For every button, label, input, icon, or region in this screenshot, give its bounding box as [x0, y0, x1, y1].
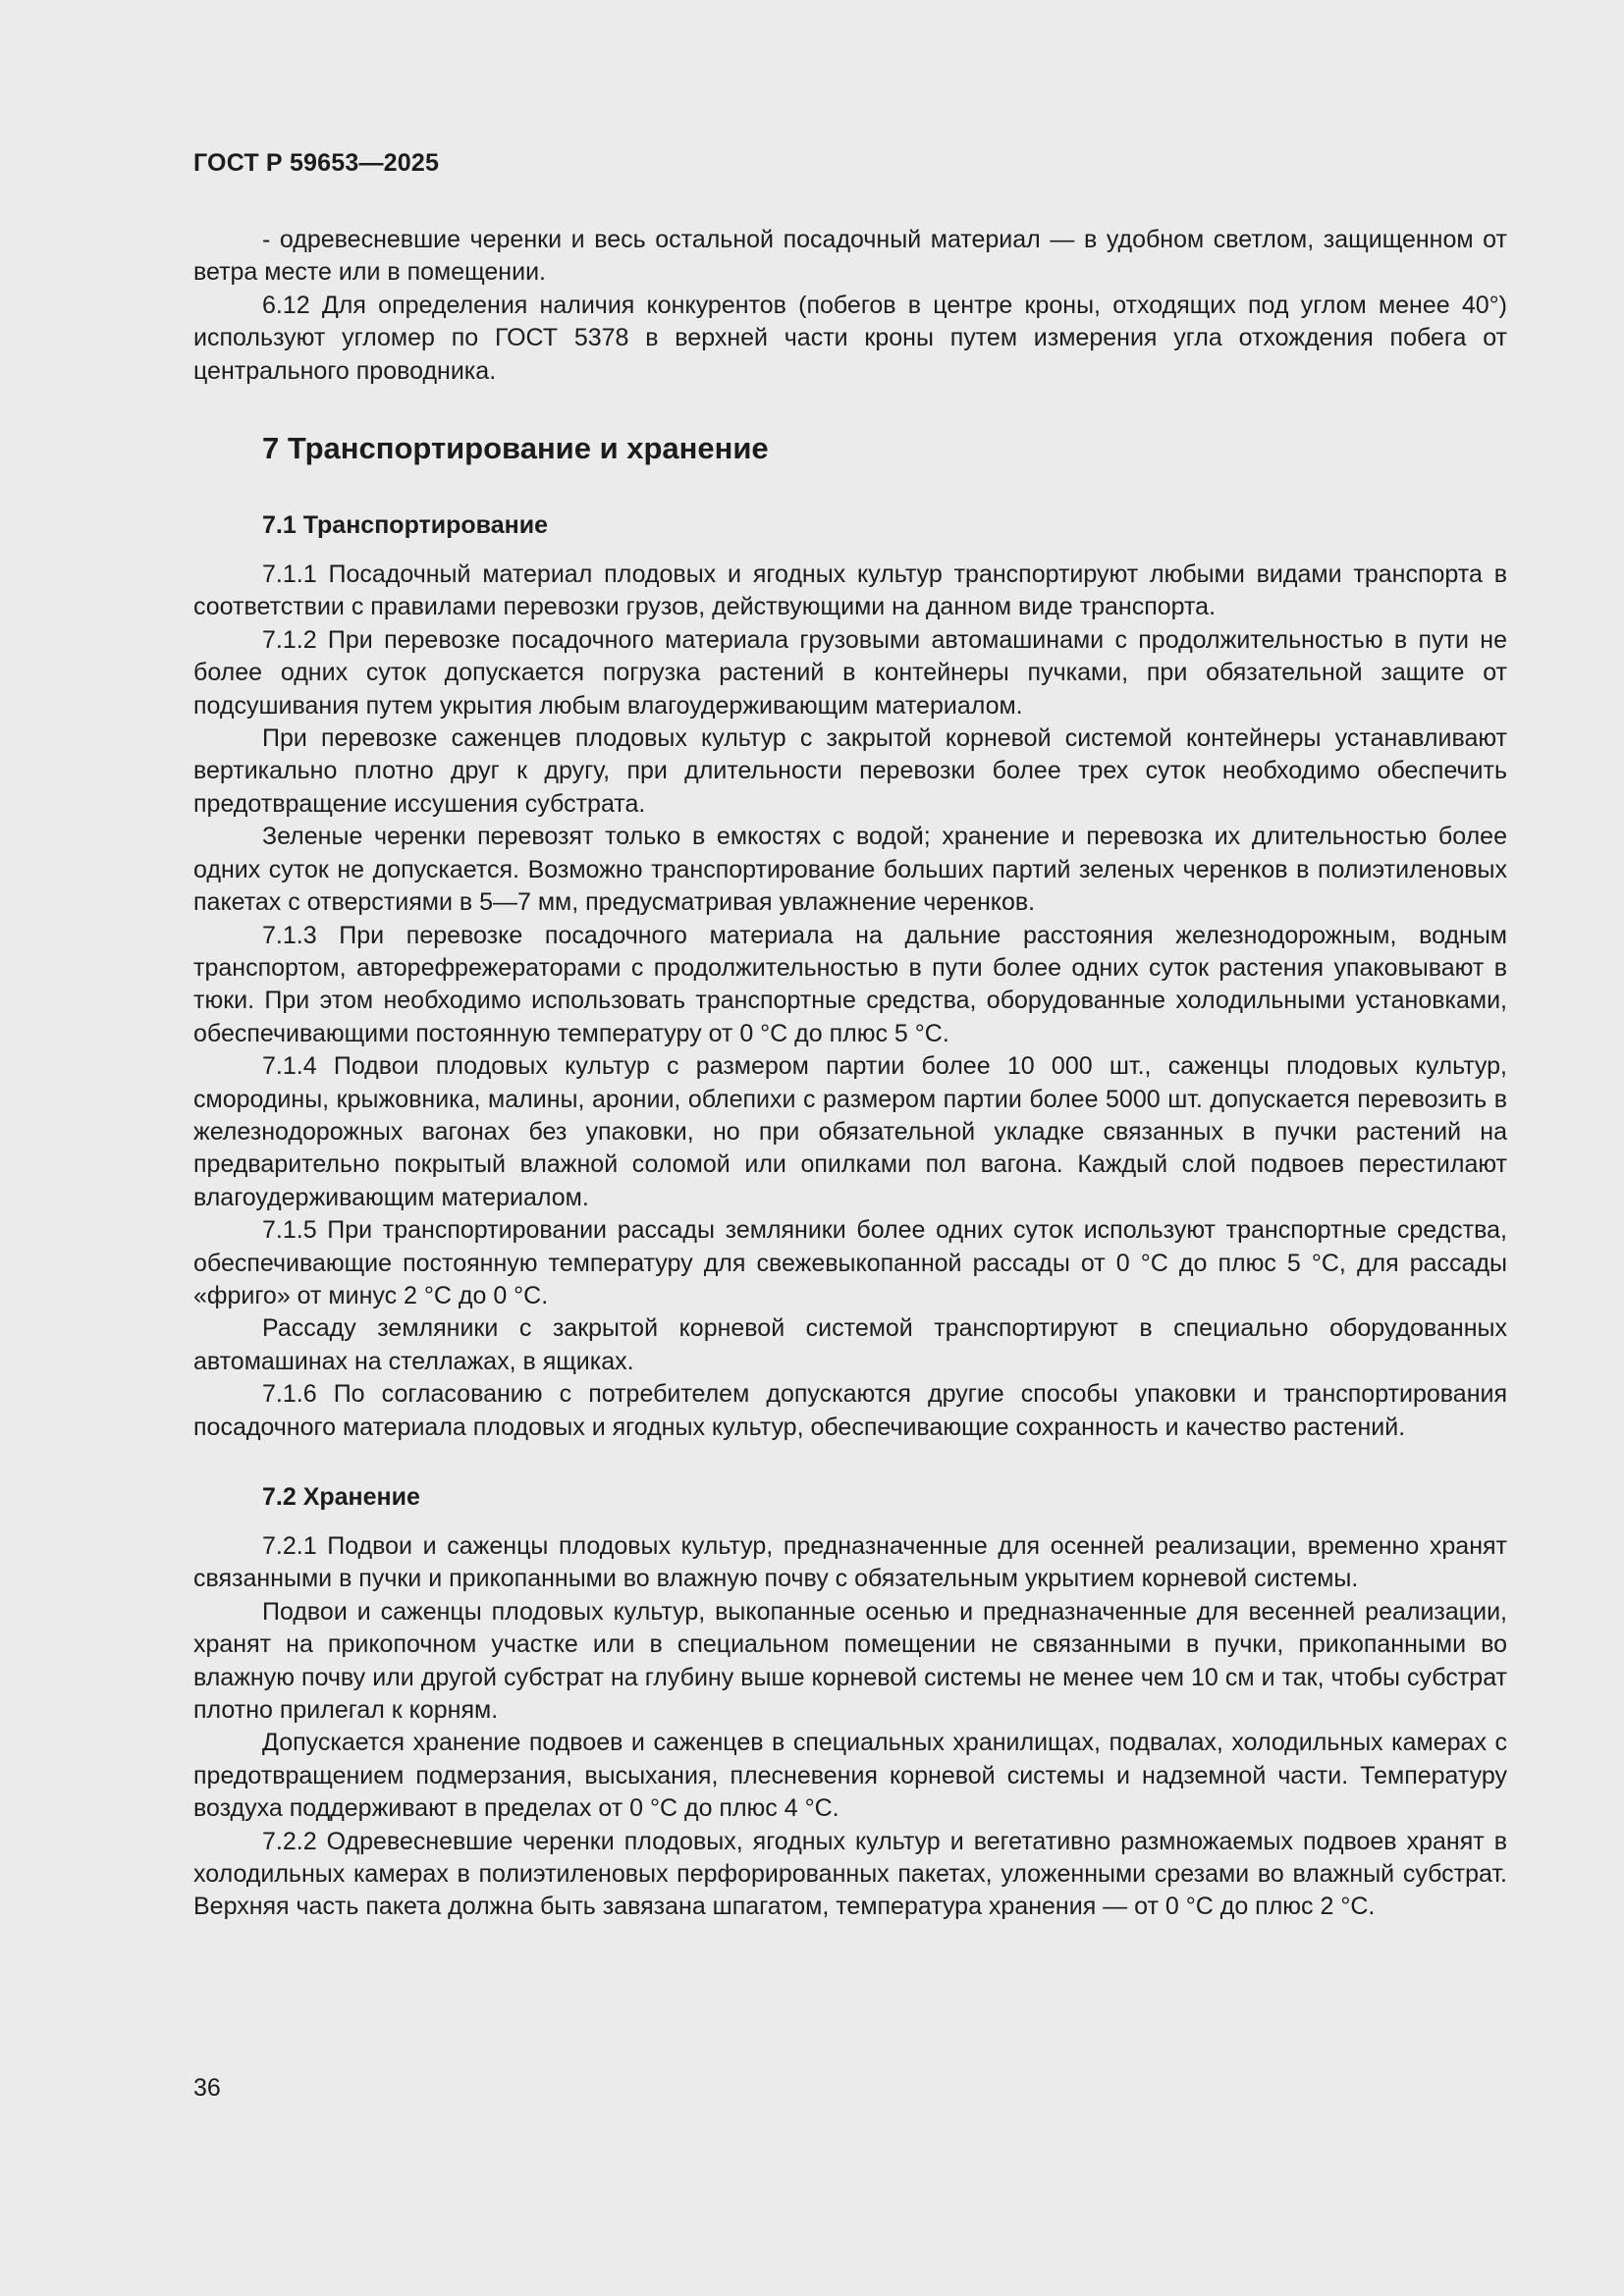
paragraph: - одревесневшие черенки и весь остальной посадочный материал — в удобном светлом, защищенном от ветра месте или в помещении. — [193, 226, 1507, 287]
subsection-heading: 7.1 Транспортирование — [262, 511, 548, 540]
section-heading: 7 Транспортирование и хранение — [262, 431, 769, 466]
paragraph: 7.1.5 При транспортировании рассады земляники более одних суток используют транспортные средства, обеспечивающие постоянную температуру для свежевыкопанной рассады от 0 °С до плюс 5 °С, для рассады «фриго» от минус 2 °С до 0 °С. — [193, 1216, 1507, 1309]
paragraph: 7.1.4 Подвои плодовых культур с размером партии более 10 000 шт., саженцы плодовых культур, смородины, крыжовника, малины, аронии, облепихи с размером партии более 5000 шт. допускается перевозить в железнодорожных вагонах без упаковки, но при обязательной укладке связанных в пучки растений на предварительно покрытый влажной соломой или опилками пол вагона. Каждый слой подвоев перестилают влагоудерживающим материалом. — [193, 1052, 1507, 1211]
paragraph: Подвои и саженцы плодовых культур, выкопанные осенью и предназначенные для весенней реализации, хранят на прикопочном участке или в специальном помещении не связанными в пучки, прикопанными во влажную почву или другой субстрат на глубину выше корневой системы не менее чем 10 см и так, чтобы субстрат плотно прилегал к корням. — [193, 1597, 1507, 1725]
paragraph: Допускается хранение подвоев и саженцев в специальных хранилищах, подвалах, холодильных камерах с предотвращением подмерзания, высыхания, плесневения корневой системы и надземной части. Температуру воздуха поддерживают в пределах от 0 °С до плюс 4 °С. — [193, 1729, 1507, 1823]
paragraph: 7.1.3 При перевозке посадочного материала на дальние расстояния железнодорожным, водным транспортом, авторефрежераторами с продолжительностью в пути более одних суток растения упаковывают в тюки. При этом необходимо использовать транспортные средства, оборудованные холодильными установками, обеспечивающими постоянную температуру от 0 °С до плюс 5 °С. — [193, 921, 1507, 1047]
paragraph: При перевозке саженцев плодовых культур с закрытой корневой системой контейнеры устанавливают вертикально плотно друг к другу, при длительности перевозки более трех суток необходимо обеспечить предотвращение иссушения субстрата. — [193, 724, 1507, 818]
paragraph: 7.2.2 Одревесневшие черенки плодовых, ягодных культур и вегетативно размножаемых подвоев хранят в холодильных камерах в полиэтиленовых перфорированных пакетах, уложенными срезами во влажный субстрат. Верхняя часть пакета должна быть завязана шпагатом, температура хранения — от 0 °С до плюс 2 °С. — [193, 1827, 1507, 1921]
paragraph: 6.12 Для определения наличия конкурентов (побегов в центре кроны, отходящих под углом менее 40°) используют угломер по ГОСТ 5378 в верхней части кроны путем измерения угла отхождения побега от центрального проводника. — [193, 291, 1507, 385]
paragraph: 7.1.1 Посадочный материал плодовых и ягодных культур транспортируют любыми видами транспорта в соответствии с правилами перевозки грузов, действующими на данном виде транспорта. — [193, 561, 1507, 621]
document-header: ГОСТ Р 59653—2025 — [193, 149, 440, 177]
paragraph: 7.1.6 По согласованию с потребителем допускаются другие способы упаковки и транспортирования посадочного материала плодовых и ягодных культур, обеспечивающие сохранность и качество растений. — [193, 1380, 1507, 1441]
paragraph: 7.1.2 При перевозке посадочного материала грузовыми автомашинами с продолжительностью в пути не более одних суток допускается погрузка растений в контейнеры пучками, при обязательной защите от подсушивания путем укрытия любым влагоудерживающим материалом. — [193, 625, 1507, 720]
page-number: 36 — [193, 2074, 221, 2102]
paragraph: 7.2.1 Подвои и саженцы плодовых культур, предназначенные для осенней реализации, временно хранят связанными в пучки и прикопанными во влажную почву с обязательным укрытием корневой системы. — [193, 1532, 1507, 1593]
paragraph: Рассаду земляники с закрытой корневой системой транспортируют в специально оборудованных автомашинах на стеллажах, в ящиках. — [193, 1314, 1507, 1375]
paragraph: Зеленые черенки перевозят только в емкостях с водой; хранение и перевозка их длительностью более одних суток не допускается. Возможно транспортирование больших партий зеленых черенков в полиэтиленовых пакетах с отверстиями в 5—7 мм, предусматривая увлажнение черенков. — [193, 823, 1507, 917]
subsection-heading: 7.2 Хранение — [262, 1483, 420, 1511]
page-content — [193, 224, 1507, 1924]
